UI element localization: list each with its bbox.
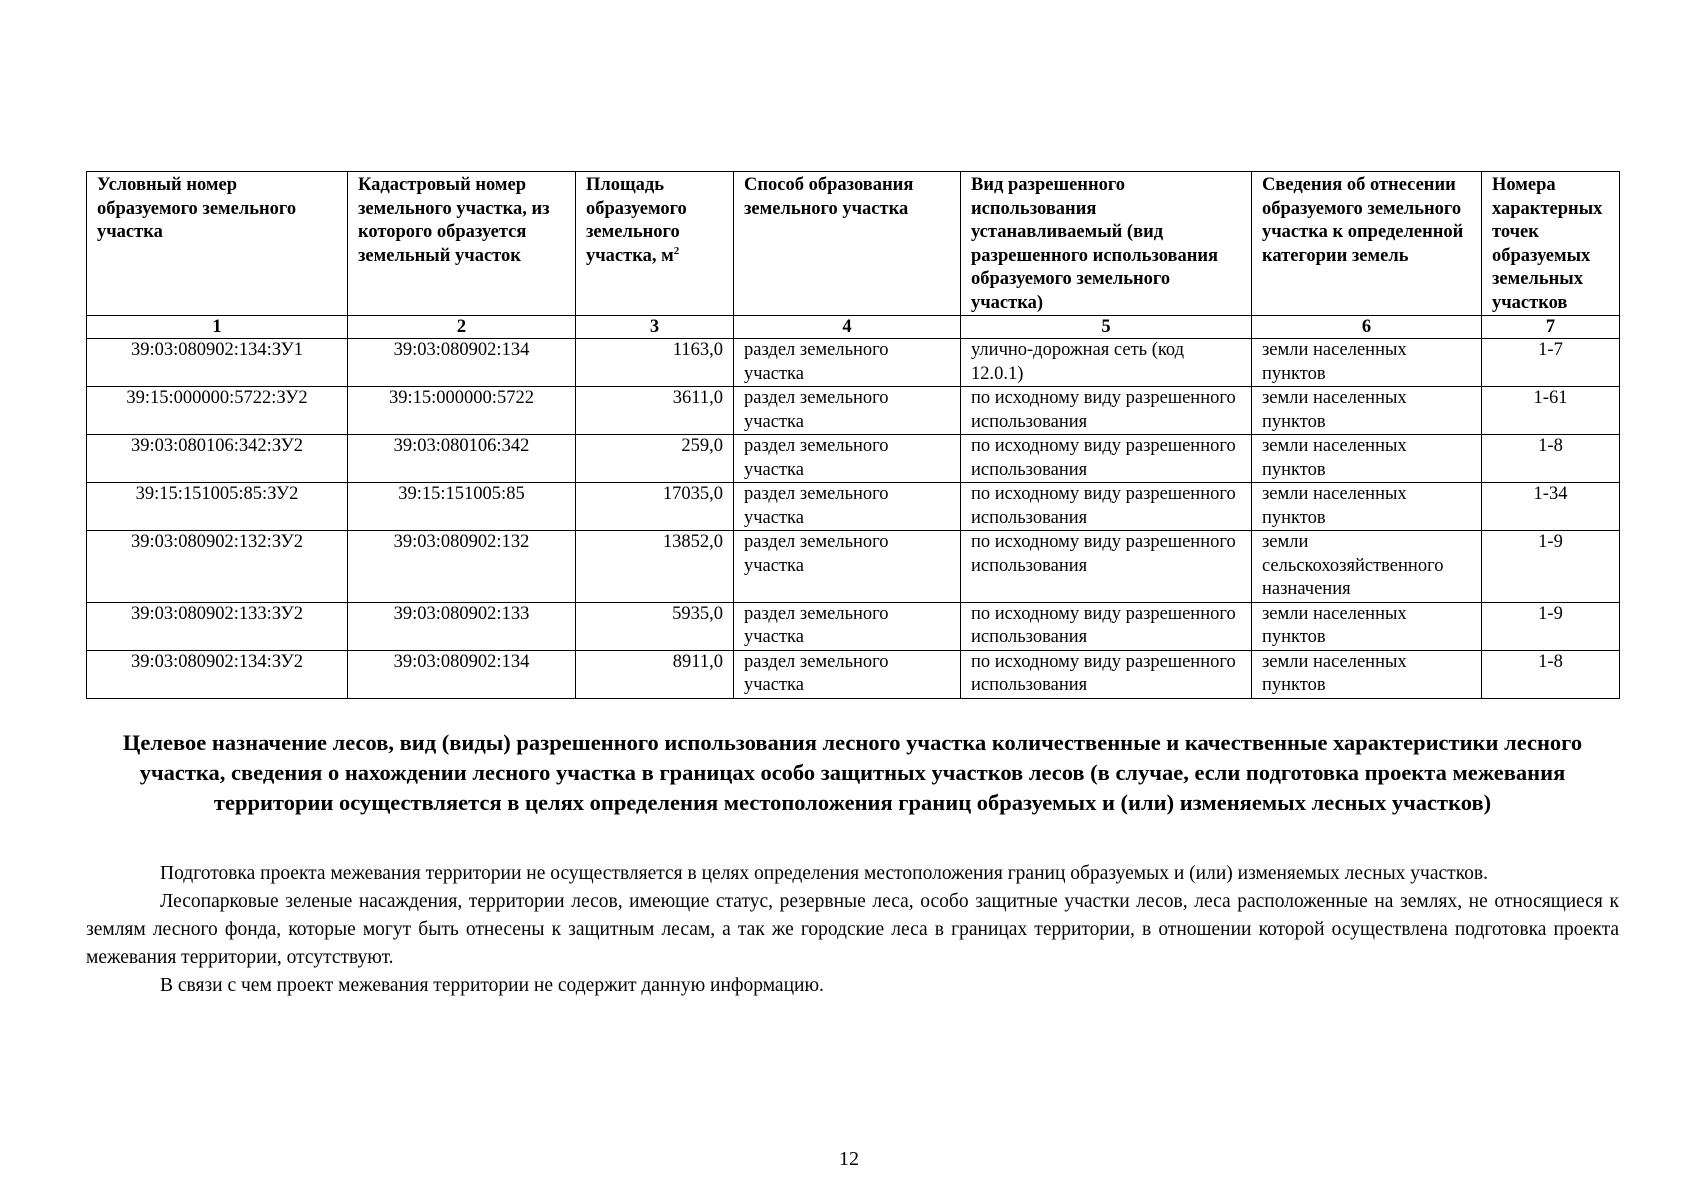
cell-land-category: земли населенных пунктов: [1252, 435, 1482, 483]
cell-formation-method: раздел земельного участка: [734, 650, 961, 698]
column-number: 5: [961, 316, 1252, 339]
table-header-row: [87, 172, 1620, 316]
column-number: 2: [348, 316, 576, 339]
cell-conditional-number: 39:15:151005:85:ЗУ2: [87, 483, 348, 531]
section-title: Целевое назначение лесов, вид (виды) разрешенного использования лесного участка количественные и качественные характеристики лесного участка, сведения о нахождении лесного участка в границах особо защитных участков лесов (в случае, если подготовка проекта межевания территории осуществляется в целях определения местоположения границ образуемых и (или) изменяемых лесных участков): [122, 730, 1583, 815]
cell-formation-method: раздел земельного участка: [734, 531, 961, 603]
cell-point-numbers: 1-9: [1482, 531, 1620, 603]
cell-conditional-number: 39:03:080106:342:ЗУ2: [87, 435, 348, 483]
header-conditional-number: Условный номер образуемого земельного участка: [87, 172, 348, 316]
cell-cadastral-number: 39:03:080106:342: [348, 435, 576, 483]
cell-land-category: земли сельскохозяйственного назначения: [1252, 531, 1482, 603]
table-row: [87, 650, 1620, 698]
cell-point-numbers: 1-34: [1482, 483, 1620, 531]
column-number: 3: [576, 316, 734, 339]
cell-permitted-use: по исходному виду разрешенного использования: [961, 435, 1252, 483]
cell-land-category: земли населенных пунктов: [1252, 602, 1482, 650]
cell-area: 17035,0: [576, 483, 734, 531]
column-number: 1: [87, 316, 348, 339]
cell-cadastral-number: 39:15:000000:5722: [348, 387, 576, 435]
table-row: [87, 483, 1620, 531]
cell-cadastral-number: 39:03:080902:132: [348, 531, 576, 603]
land-parcels-table: [86, 171, 1620, 699]
cell-conditional-number: 39:03:080902:132:ЗУ2: [87, 531, 348, 603]
cell-conditional-number: 39:03:080902:134:ЗУ1: [87, 339, 348, 387]
cell-permitted-use: по исходному виду разрешенного использования: [961, 602, 1252, 650]
cell-formation-method: раздел земельного участка: [734, 387, 961, 435]
cell-land-category: земли населенных пунктов: [1252, 387, 1482, 435]
cell-cadastral-number: 39:03:080902:134: [348, 339, 576, 387]
header-land-category: Сведения об отнесении образуемого земельного участка к определенной категории земель: [1252, 172, 1482, 316]
column-number: 6: [1252, 316, 1482, 339]
cell-area: 13852,0: [576, 531, 734, 603]
cell-permitted-use: по исходному виду разрешенного использования: [961, 387, 1252, 435]
cell-cadastral-number: 39:15:151005:85: [348, 483, 576, 531]
area-unit-superscript: 2: [673, 244, 680, 257]
cell-point-numbers: 1-9: [1482, 602, 1620, 650]
header-area: [576, 172, 734, 316]
cell-area: 5935,0: [576, 602, 734, 650]
header-permitted-use: Вид разрешенного использования устанавливаемый (вид разрешенного использования образуемого земельного участка): [961, 172, 1252, 316]
cell-formation-method: раздел земельного участка: [734, 483, 961, 531]
cell-point-numbers: 1-8: [1482, 650, 1620, 698]
cell-land-category: земли населенных пунктов: [1252, 650, 1482, 698]
cell-permitted-use: по исходному виду разрешенного использования: [961, 483, 1252, 531]
column-number: 7: [1482, 316, 1620, 339]
cell-cadastral-number: 39:03:080902:133: [348, 602, 576, 650]
cell-land-category: земли населенных пунктов: [1252, 483, 1482, 531]
cell-area: 3611,0: [576, 387, 734, 435]
cell-conditional-number: 39:03:080902:134:ЗУ2: [87, 650, 348, 698]
column-number-row: [87, 316, 1620, 339]
cell-area: 1163,0: [576, 339, 734, 387]
paragraph: Лесопарковые зеленые насаждения, территории лесов, имеющие статус, резервные леса, особо защитные участки лесов, леса расположенные на землях, не относящиеся к землям лесного фонда, которые могут быть отнесены к защитным лесам, а так же городские леса в границах территории, в отношении которой осуществлена подготовка проекта межевания территории, отсутствуют.: [86, 891, 1619, 968]
cell-permitted-use: по исходному виду разрешенного использования: [961, 531, 1252, 603]
cell-area: 8911,0: [576, 650, 734, 698]
cell-conditional-number: 39:15:000000:5722:ЗУ2: [87, 387, 348, 435]
header-cadastral-number: Кадастровый номер земельного участка, из которого образуется земельный участок: [348, 172, 576, 316]
cell-formation-method: раздел земельного участка: [734, 339, 961, 387]
header-formation-method: Способ образования земельного участка: [734, 172, 961, 316]
cell-formation-method: раздел земельного участка: [734, 435, 961, 483]
header-area-text: Площадь образуемого земельного участка, м: [586, 175, 687, 266]
paragraph: В связи с чем проект межевания территории не содержит данную информацию.: [160, 975, 824, 996]
column-number: 4: [734, 316, 961, 339]
paragraph: Подготовка проекта межевания территории не осуществляется в целях определения местоположения границ образуемых и (или) изменяемых лесных участков.: [160, 863, 1489, 884]
cell-permitted-use: по исходному виду разрешенного использования: [961, 650, 1252, 698]
table-row: [87, 339, 1620, 387]
cell-point-numbers: 1-61: [1482, 387, 1620, 435]
table-row: [87, 602, 1620, 650]
table-row: [87, 435, 1620, 483]
table-row: [87, 531, 1620, 603]
cell-point-numbers: 1-8: [1482, 435, 1620, 483]
body-text: [86, 860, 1619, 1000]
header-point-numbers: Номера характерных точек образуемых земельных участков: [1482, 172, 1620, 316]
cell-formation-method: раздел земельного участка: [734, 602, 961, 650]
cell-cadastral-number: 39:03:080902:134: [348, 650, 576, 698]
page-number: 12: [839, 1148, 859, 1170]
cell-area: 259,0: [576, 435, 734, 483]
cell-permitted-use: улично-дорожная сеть (код 12.0.1): [961, 339, 1252, 387]
cell-land-category: земли населенных пунктов: [1252, 339, 1482, 387]
table-row: [87, 387, 1620, 435]
cell-conditional-number: 39:03:080902:133:ЗУ2: [87, 602, 348, 650]
cell-point-numbers: 1-7: [1482, 339, 1620, 387]
